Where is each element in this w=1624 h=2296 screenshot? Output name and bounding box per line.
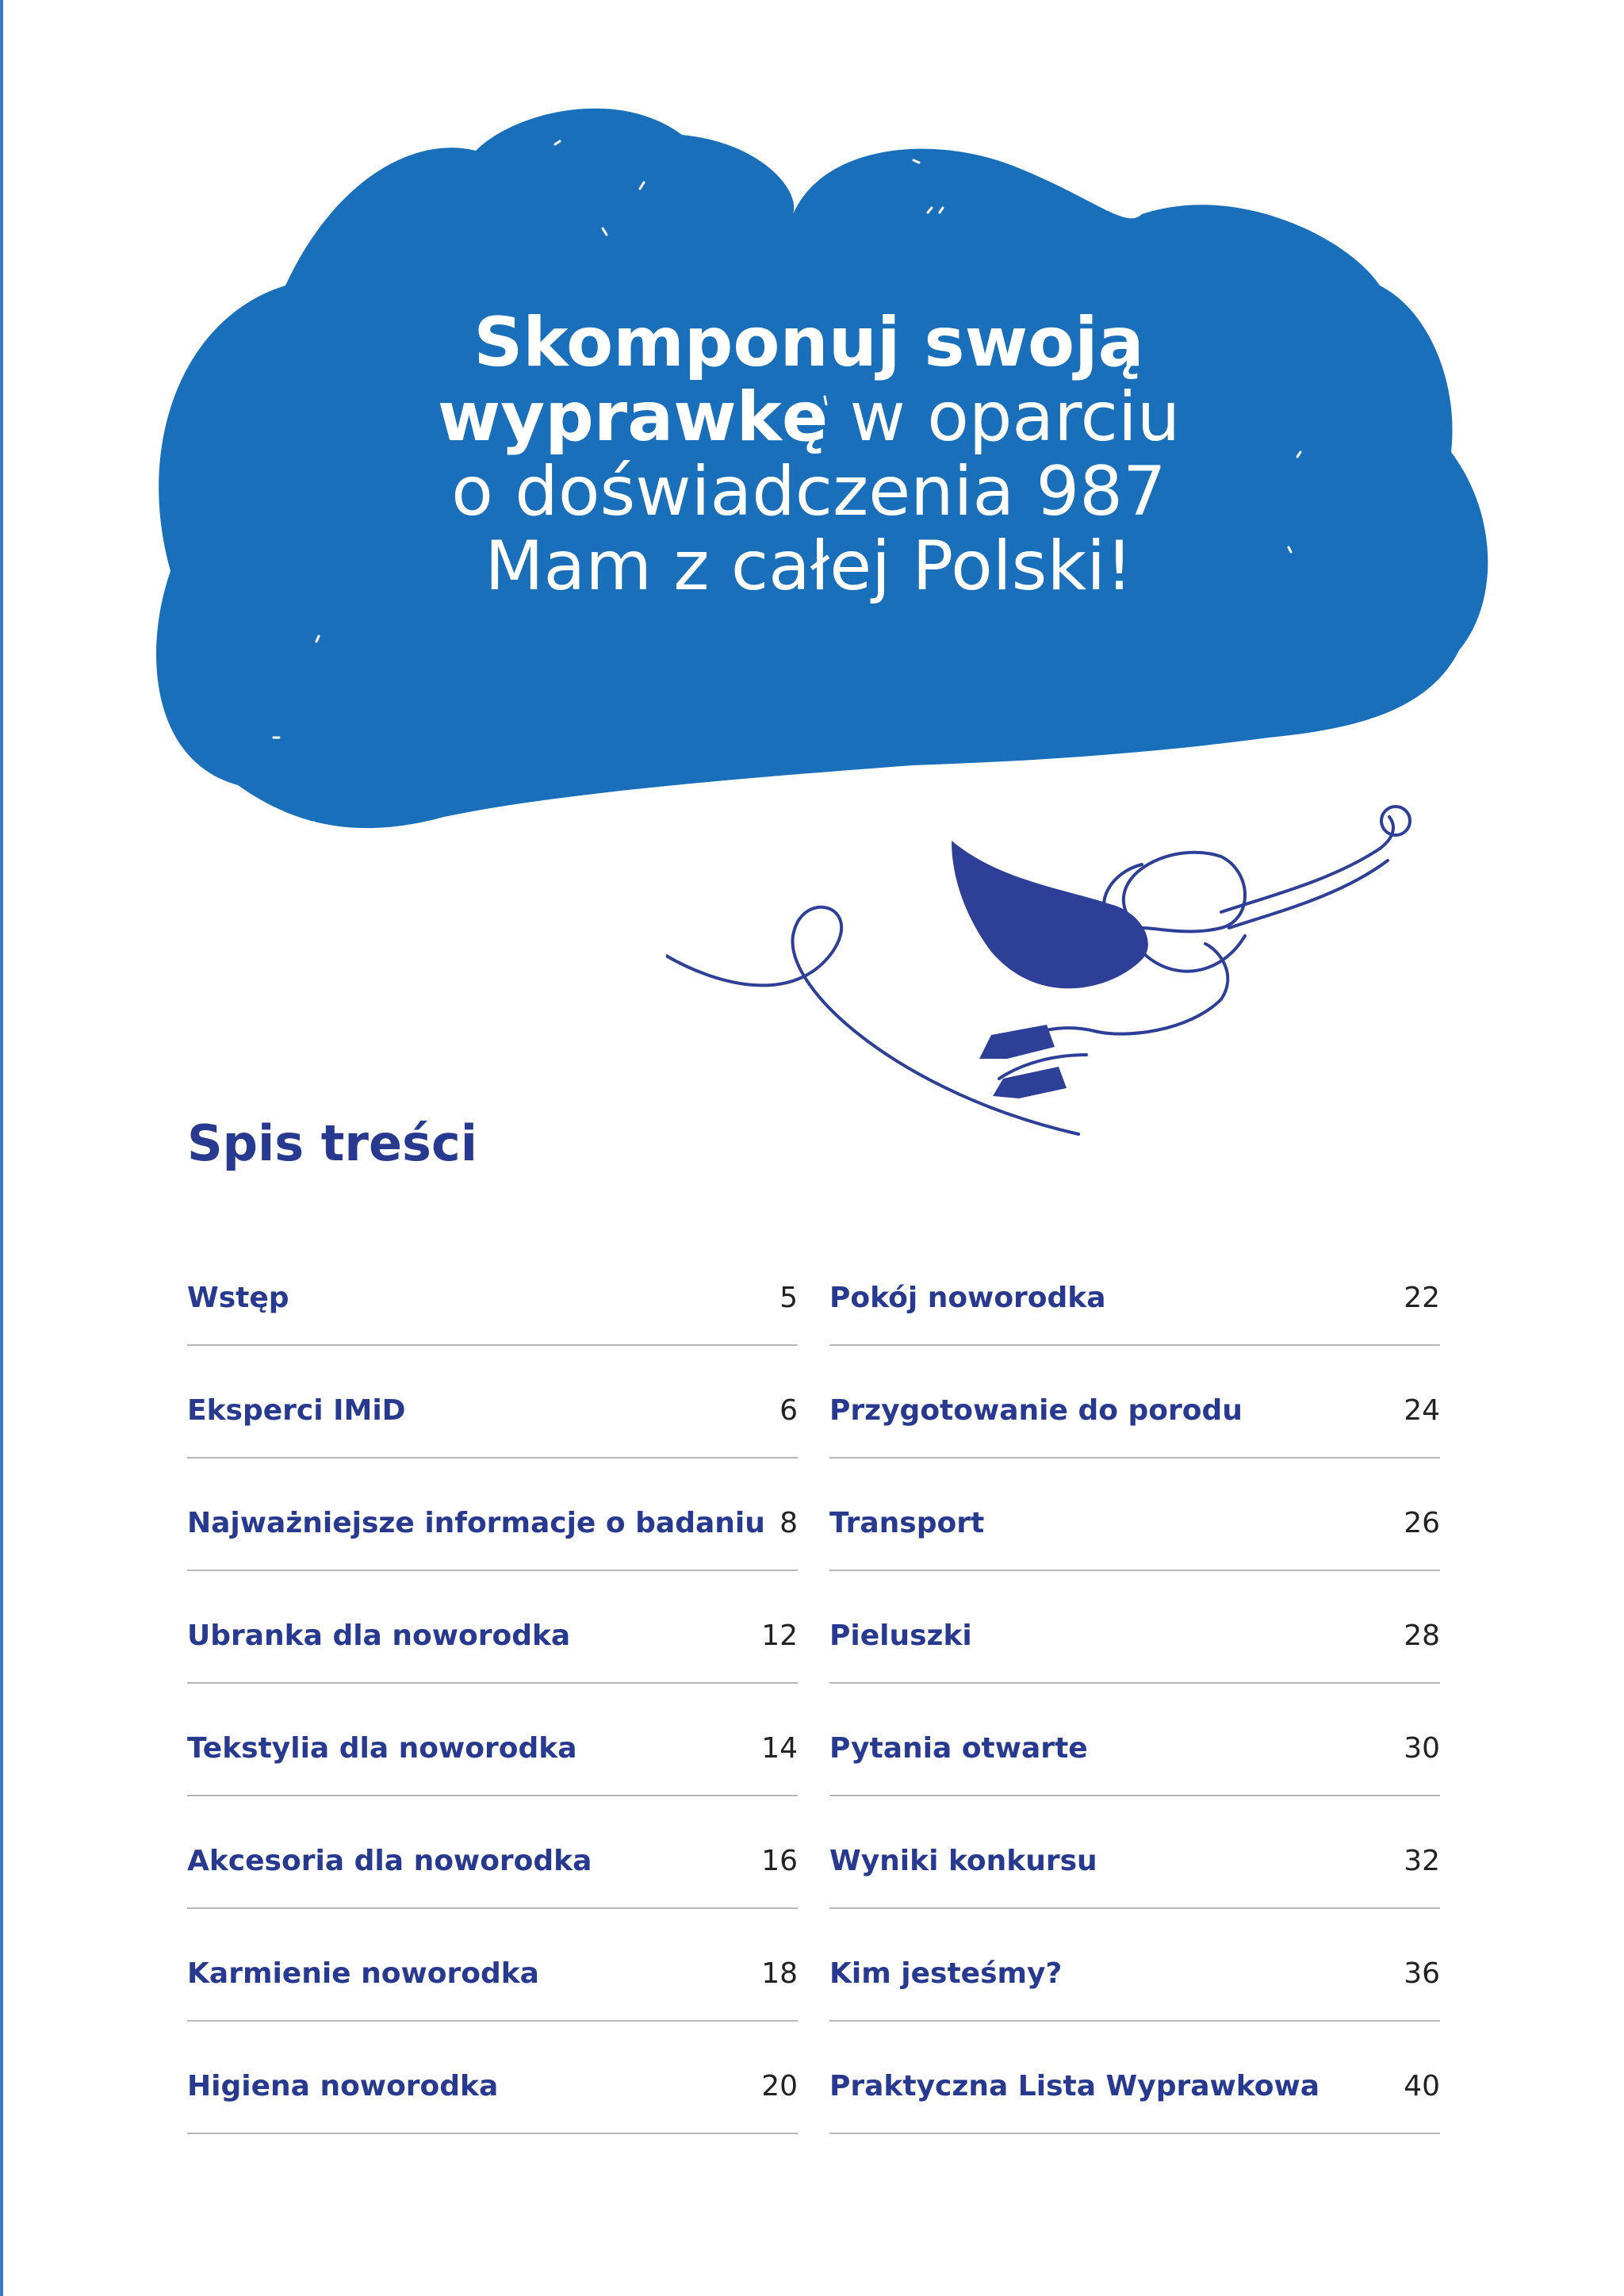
toc-entry-page: 8 bbox=[779, 1507, 798, 1539]
toc-entry[interactable] bbox=[829, 1571, 1440, 1684]
headline bbox=[238, 305, 1380, 604]
toc-left-column bbox=[187, 1233, 798, 2134]
toc-entry-page: 30 bbox=[1404, 1732, 1440, 1765]
toc-entry[interactable] bbox=[187, 1909, 798, 2022]
headline-light-text: w oparciu bbox=[828, 378, 1181, 457]
headline-line-1: Skomponuj swoją bbox=[473, 303, 1144, 382]
toc-entry[interactable] bbox=[187, 1684, 798, 1796]
toc-entry-page: 18 bbox=[761, 1957, 798, 1990]
toc-entry-label: Wstęp bbox=[187, 1282, 289, 1314]
toc-entry-label: Przygotowanie do porodu bbox=[829, 1394, 1243, 1427]
flying-superhero-mom-icon bbox=[666, 793, 1554, 1142]
toc-entry-page: 6 bbox=[779, 1394, 798, 1427]
toc-entry[interactable] bbox=[829, 1233, 1440, 1346]
toc-entry[interactable] bbox=[187, 1346, 798, 1458]
toc-entry-page: 5 bbox=[779, 1282, 798, 1314]
toc-entry[interactable] bbox=[829, 2022, 1440, 2134]
toc-entry-page: 28 bbox=[1404, 1619, 1440, 1652]
headline-line-3: o doświadczenia 987 bbox=[451, 452, 1166, 531]
toc-entry-label: Transport bbox=[829, 1507, 985, 1539]
toc-title: Spis treści bbox=[187, 1114, 477, 1172]
toc-entry-label: Wyniki konkursu bbox=[829, 1845, 1097, 1877]
toc-entry[interactable] bbox=[187, 1458, 798, 1571]
toc-entry-page: 16 bbox=[761, 1845, 798, 1877]
toc-entry-page: 20 bbox=[761, 2070, 798, 2102]
toc-entry-page: 24 bbox=[1404, 1394, 1440, 1427]
headline-cloud bbox=[0, 0, 1624, 888]
toc-entry-page: 40 bbox=[1404, 2070, 1440, 2102]
toc-entry-label: Pieluszki bbox=[829, 1619, 972, 1652]
headline-line-4: Mam z całej Polski! bbox=[485, 527, 1133, 606]
toc-entry-page: 22 bbox=[1404, 1282, 1440, 1314]
toc-entry-label: Eksperci IMiD bbox=[187, 1394, 406, 1427]
toc-entry[interactable] bbox=[829, 1684, 1440, 1796]
toc-entry-label: Pytania otwarte bbox=[829, 1732, 1088, 1765]
toc-entry[interactable] bbox=[829, 1458, 1440, 1571]
toc-entry[interactable] bbox=[829, 1346, 1440, 1458]
toc-right-column bbox=[829, 1233, 1440, 2134]
toc-entry-label: Ubranka dla noworodka bbox=[187, 1619, 571, 1652]
headline-line-2 bbox=[238, 378, 1380, 457]
toc-entry-page: 32 bbox=[1404, 1845, 1440, 1877]
toc-entry-label: Pokój noworodka bbox=[829, 1282, 1106, 1314]
toc-entry[interactable] bbox=[187, 1796, 798, 1909]
toc-entry[interactable] bbox=[829, 1909, 1440, 2022]
headline-bold-word: wyprawkę bbox=[437, 378, 829, 457]
toc-entry-label: Kim jesteśmy? bbox=[829, 1957, 1063, 1990]
toc-entry-page: 14 bbox=[761, 1732, 798, 1765]
toc-entry-label: Najważniejsze informacje o badaniu bbox=[187, 1507, 765, 1539]
toc-entry-page: 36 bbox=[1404, 1957, 1440, 1990]
toc-entry-label: Higiena noworodka bbox=[187, 2070, 499, 2102]
toc-entry-page: 12 bbox=[761, 1619, 798, 1652]
toc-entry-label: Karmienie noworodka bbox=[187, 1957, 539, 1990]
toc-entry[interactable] bbox=[187, 2022, 798, 2134]
toc-entry-label: Akcesoria dla noworodka bbox=[187, 1845, 592, 1877]
toc-entry-label: Tekstylia dla noworodka bbox=[187, 1732, 577, 1765]
toc-entry[interactable] bbox=[829, 1796, 1440, 1909]
toc-entry-label: Praktyczna Lista Wyprawkowa bbox=[829, 2070, 1320, 2102]
toc-entry-page: 26 bbox=[1404, 1507, 1440, 1539]
toc-entry[interactable] bbox=[187, 1571, 798, 1684]
toc-entry[interactable] bbox=[187, 1233, 798, 1346]
